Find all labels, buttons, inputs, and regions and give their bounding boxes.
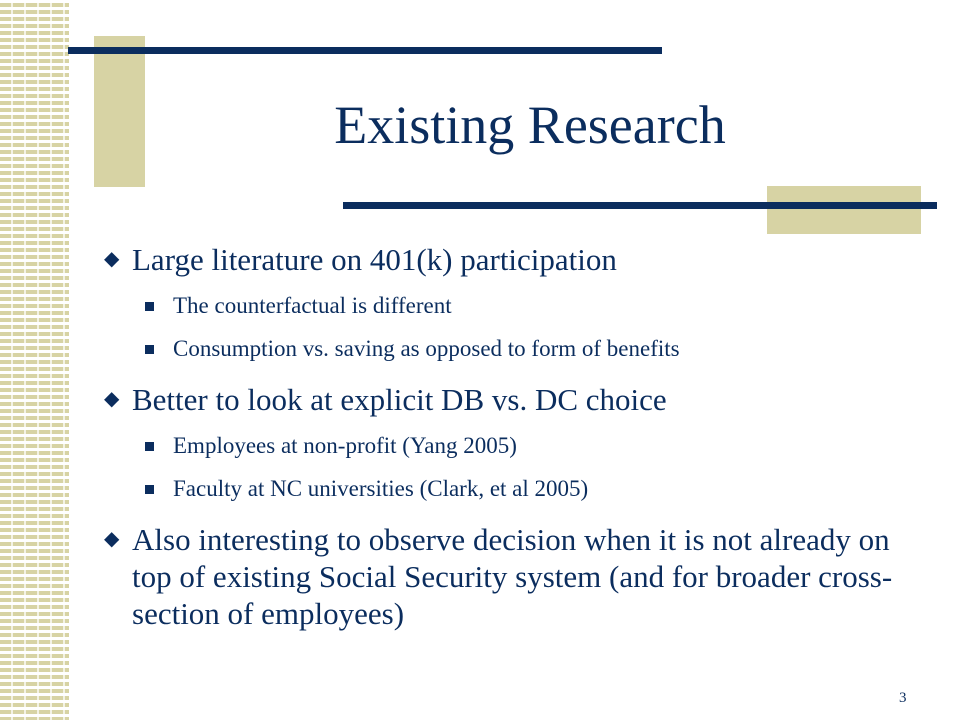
decorative-navy-line-bottom [343, 202, 937, 209]
bullet-text: Better to look at explicit DB vs. DC choice [132, 382, 667, 417]
bullet-item [104, 521, 894, 632]
square-icon [145, 302, 154, 311]
decorative-tan-block-bottom [767, 186, 921, 234]
diamond-icon: ◆ [104, 528, 120, 550]
bullet-text: Also interesting to observe decision when it is not already on top of existing Social Security system (and for broader cross-section of employees) [132, 522, 893, 631]
subbullet-text: Faculty at NC universities (Clark, et al 2005) [173, 476, 589, 501]
subbullet-item [145, 334, 894, 364]
bullet-text: Large literature on 401(k) participation [132, 242, 617, 277]
subbullet-item [145, 291, 894, 321]
subbullet-item [145, 474, 894, 504]
bullet-item [104, 241, 894, 278]
slide-title: Existing Research [334, 95, 726, 155]
slide-body [104, 241, 894, 632]
square-icon [145, 442, 154, 451]
page-number: 3 [899, 690, 907, 706]
subbullet-text: Consumption vs. saving as opposed to form of benefits [173, 336, 680, 361]
decorative-navy-line-top [68, 47, 662, 54]
subbullet-text: The counterfactual is different [173, 293, 452, 318]
square-icon [145, 345, 154, 354]
bullet-item [104, 381, 894, 418]
subbullet-item [145, 431, 894, 461]
diamond-icon: ◆ [104, 248, 120, 270]
diamond-icon: ◆ [104, 388, 120, 410]
subbullet-text: Employees at non-profit (Yang 2005) [173, 433, 517, 458]
square-icon [145, 485, 154, 494]
